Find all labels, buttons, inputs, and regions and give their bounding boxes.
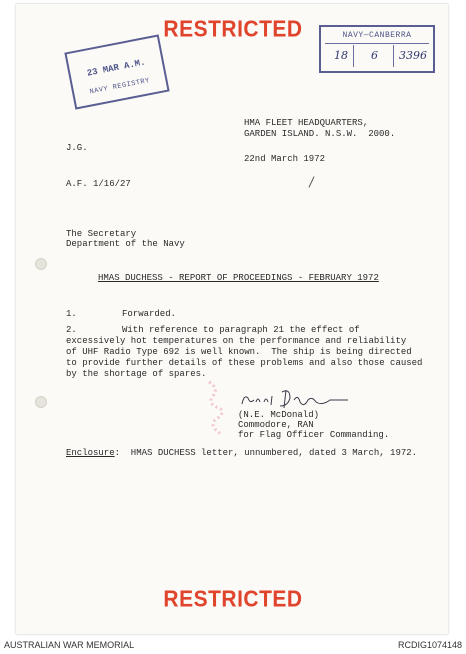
paragraph-2-line5: by the shortage of spares. bbox=[66, 369, 207, 379]
punch-hole bbox=[35, 396, 47, 408]
file-stamp-part1: 18 bbox=[334, 49, 348, 62]
enclosure-label: Enclosure bbox=[66, 448, 115, 458]
letterhead-address-line2: GARDEN ISLAND. N.S.W. 2000. bbox=[244, 129, 396, 139]
subject-heading: HMAS DUCHESS - REPORT OF PROCEEDINGS - FEBRUARY 1972 bbox=[98, 273, 379, 283]
file-stamp-heading: NAVY—CANBERRA bbox=[342, 31, 412, 40]
paragraph-2-line1: With reference to paragraph 21 the effect of bbox=[122, 325, 360, 335]
paragraph-1-text: Forwarded. bbox=[122, 309, 177, 319]
addressee-line1: The Secretary bbox=[66, 229, 137, 239]
file-stamp-part2: 6 bbox=[371, 49, 378, 62]
file-stamp-part3: 3396 bbox=[399, 49, 427, 62]
registry-stamp-label: NAVY REGISTRY bbox=[89, 76, 151, 97]
file-stamp-rule bbox=[325, 43, 429, 44]
reference-initials: J.G. bbox=[66, 143, 88, 153]
paragraph-2-line2: excessively hot temperatures on the performance and reliability bbox=[66, 336, 407, 346]
paragraph-1-number: 1. bbox=[66, 309, 77, 319]
enclosure-text: : HMAS DUCHESS letter, unnumbered, dated 3 March, 1972. bbox=[114, 448, 418, 458]
signatory-rank: Commodore, RAN bbox=[238, 420, 314, 430]
letterhead-address-line1: HMA FLEET HEADQUARTERS, bbox=[244, 118, 369, 128]
signatory-name: (N.E. McDonald) bbox=[238, 410, 320, 420]
file-stamp-divider bbox=[393, 45, 394, 67]
signatory-role: for Flag Officer Commanding. bbox=[238, 430, 390, 440]
paragraph-2-line4: to provide further details of these problems and also those caused bbox=[66, 358, 423, 368]
punch-hole bbox=[35, 258, 47, 270]
handwritten-signature bbox=[238, 386, 358, 412]
paragraph-2-line3: of UHF Radio Type 692 is well known. The ship is being directed bbox=[66, 347, 412, 357]
footer-source: AUSTRALIAN WAR MEMORIAL bbox=[4, 640, 135, 650]
addressee-line2: Department of the Navy bbox=[66, 239, 185, 249]
file-reference: A.F. 1/16/27 bbox=[66, 179, 131, 189]
classification-bottom: RESTRICTED bbox=[163, 586, 303, 613]
classification-top: RESTRICTED bbox=[163, 16, 303, 43]
footer-id: RCDIG1074148 bbox=[397, 640, 462, 650]
letter-date: 22nd March 1972 bbox=[244, 154, 326, 164]
enclosure-line bbox=[66, 448, 417, 458]
file-stamp-divider bbox=[353, 45, 354, 67]
paragraph-2-number: 2. bbox=[66, 325, 77, 335]
faint-red-stamp-mark bbox=[205, 378, 231, 438]
registry-stamp-date: 23 MAR A.M. bbox=[86, 57, 147, 79]
file-number-stamp bbox=[319, 25, 435, 73]
